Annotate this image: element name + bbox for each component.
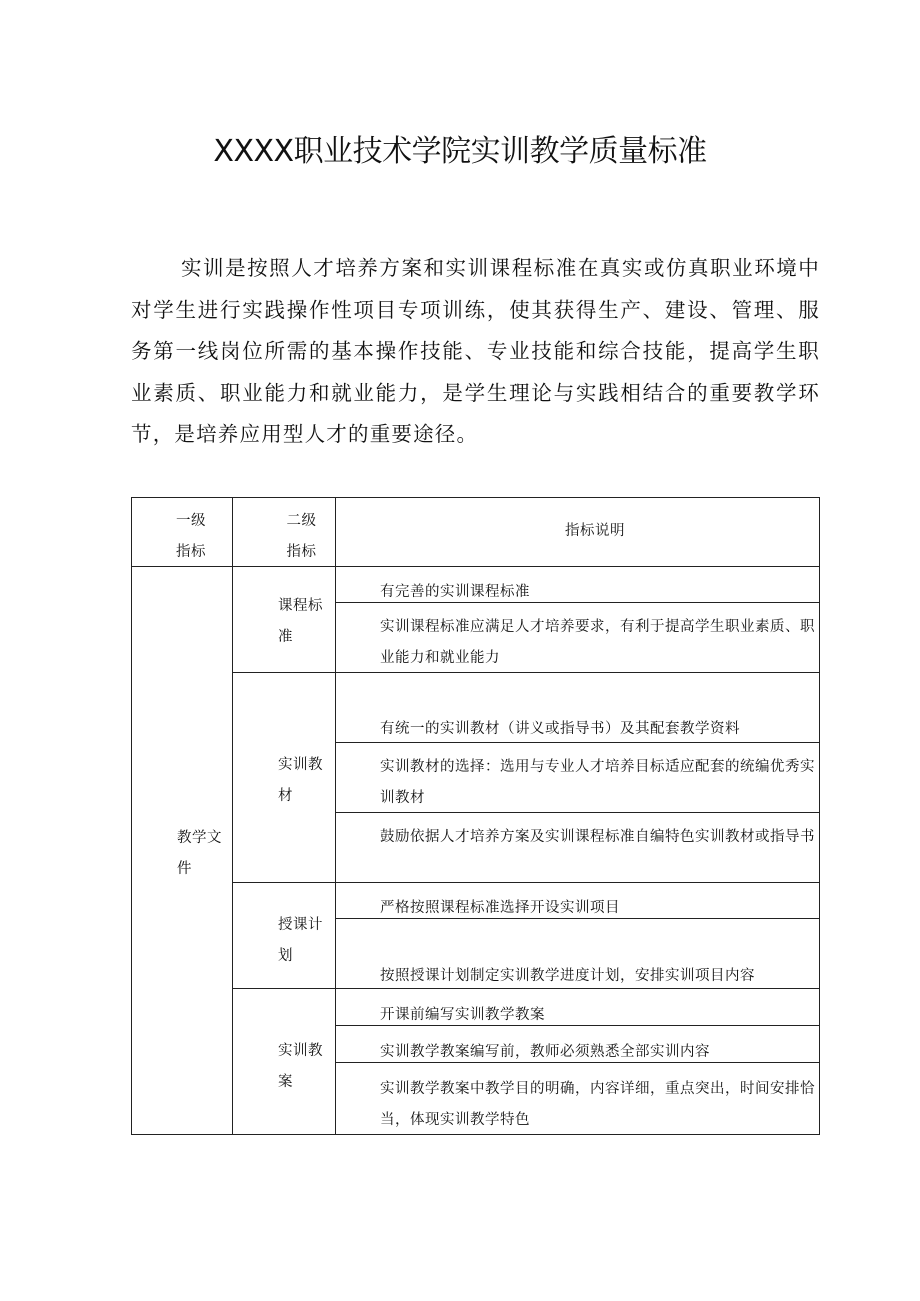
level2-line2: 材: [278, 788, 293, 804]
level2-label: [278, 1036, 335, 1098]
description-item: 实训课程标准应满足人才培养要求，有利于提高学生职业素质、职业能力和就业能力: [380, 619, 815, 666]
description-item: 实训教材的选择：选用与专业人才培养目标适应配套的统编优秀实训教材: [380, 759, 815, 806]
description-item: 开课前编写实训教学教案: [380, 1007, 545, 1023]
level2-label: [278, 750, 335, 812]
level1-line1: 教学文: [177, 830, 222, 846]
document-title: XXXX职业技术学院实训教学质量标准: [213, 134, 707, 169]
description-item: 有统一的实训教材（讲义或指导书）及其配套教学资料: [380, 721, 740, 737]
header-level2-line1: 二级: [286, 513, 317, 529]
level2-line1: 授课计: [278, 917, 323, 933]
header-level1-line2: 指标: [176, 544, 206, 560]
header-description: 指标说明: [565, 523, 625, 539]
level2-label: [278, 910, 335, 972]
header-level2: [232, 506, 335, 568]
header-level1: [132, 506, 232, 568]
description-item: 严格按照课程标准选择开设实训项目: [380, 900, 620, 916]
level1-label: [177, 823, 232, 885]
description-item: 有完善的实训课程标准: [380, 584, 530, 600]
description-item: 鼓励依据人才培养方案及实训课程标准自编特色实训教材或指导书: [380, 829, 815, 845]
intro-paragraph: 实训是按照人才培养方案和实训课程标准在真实或仿真职业环境中对学生进行实践操作性项目专项训练，使其获得生产、建设、管理、服务第一线岗位所需的基本操作技能、专业技能和综合技能，提高学生职业素质、职业能力和就业能力，是学生理论与实践相结合的重要教学环节，是培养应用型人才的重要途径。: [131, 256, 820, 446]
level2-line2: 准: [278, 629, 293, 645]
standards-table: [131, 497, 820, 1135]
level2-line1: 课程标: [278, 598, 323, 614]
level2-line2: 划: [278, 948, 293, 964]
col-divider-2: [335, 498, 336, 1134]
description-item: 实训教学教案中教学目的明确，内容详细，重点突出，时间安排恰当，体现实训教学特色: [380, 1081, 815, 1128]
col-divider-1: [232, 498, 233, 1134]
level2-line1: 实训教: [278, 1043, 323, 1059]
level1-line2: 件: [177, 861, 192, 877]
description-item: 实训教学教案编写前，教师必须熟悉全部实训内容: [380, 1044, 710, 1060]
group-divider: [232, 882, 819, 883]
header-level1-line1: 一级: [176, 513, 206, 529]
level2-label: [278, 591, 335, 653]
header-level2-line2: 指标: [286, 544, 317, 560]
description-item: 按照授课计划制定实训教学进度计划，安排实训项目内容: [380, 968, 755, 984]
level2-line2: 案: [278, 1074, 293, 1090]
level2-line1: 实训教: [278, 757, 323, 773]
